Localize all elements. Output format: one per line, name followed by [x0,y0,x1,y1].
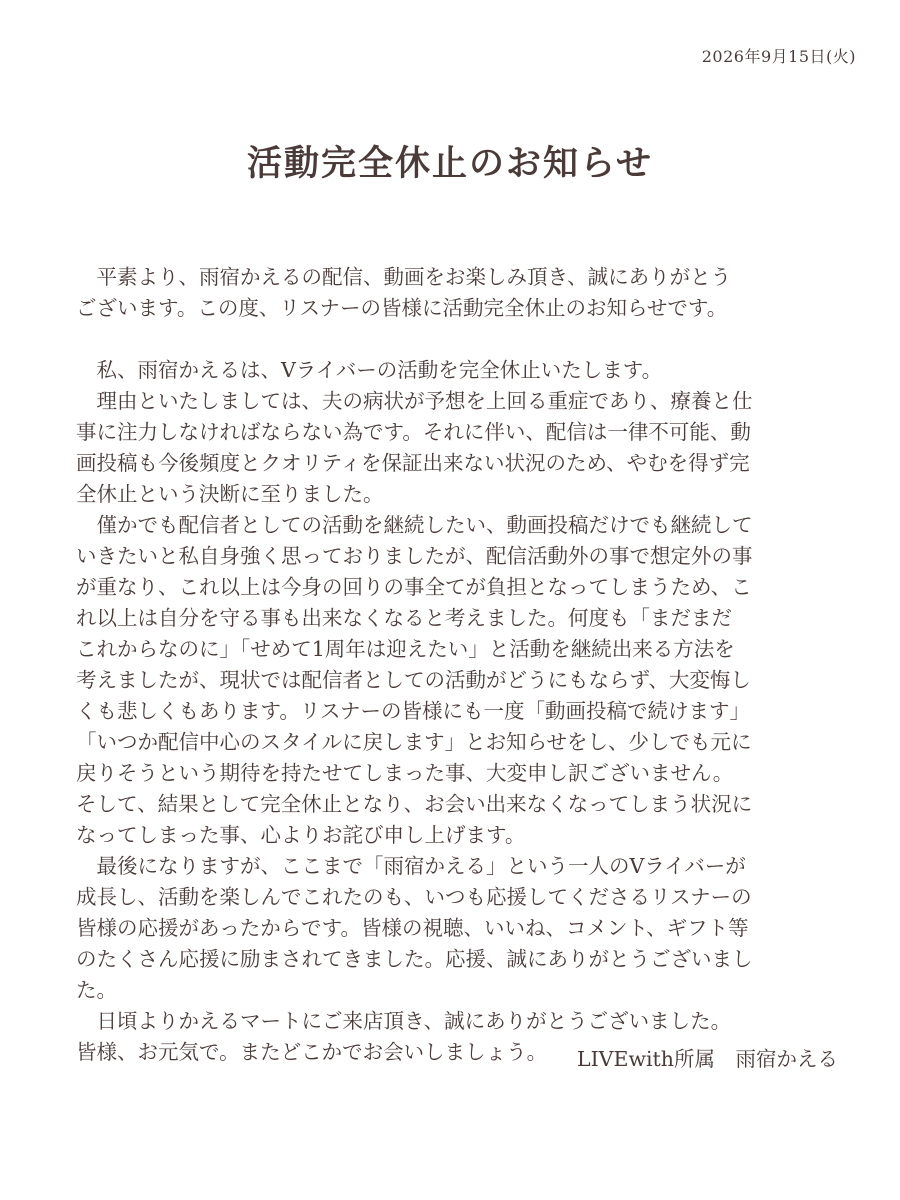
body-line: 理由といたしましては、夫の病状が予想を上回る重症であり、療養と仕 [76,389,753,413]
body-line: 画投稿も今後頻度とクオリティを保証出来ない状況のため、やむを得ず完 [76,451,750,475]
body-line: 皆様の応援があったからです。皆様の視聴、いいね、コメント、ギフト等 [76,916,749,940]
body-line: が重なり、これ以上は今身の回りの事全てが負担となってしまうため、こ [76,575,752,599]
body-line: 事に注力しなければならない為です。それに伴い、配信は一律不可能、動 [76,420,751,444]
body-line: 成長し、活動を楽しんでこれたのも、いつも応援してくださるリスナーの [76,885,752,909]
body-line: 皆様、お元気で。またどこかでお会いしましょう。 [76,1040,548,1064]
body-line: いきたいと私自身強く思っておりましたが、配信活動外の事で想定外の事 [76,544,753,568]
body-line: 僅かでも配信者としての活動を継続したい、動画投稿だけでも継続して [76,513,753,537]
body-line: なってしまった事、心よりお詫び申し上げます。 [76,823,526,847]
paragraph-intro [76,262,836,324]
body-line: 「いつか配信中心のスタイルに戻します」とお知らせをし、少しでも元に [76,730,752,754]
notice-title: 活動完全休止のお知らせ [247,143,653,184]
body-line: 考えましたが、現状では配信者としての活動がどうにもならず、大変悔し [76,668,751,692]
body-line: くも悲しくもあります。リスナーの皆様にも一度「動画投稿で続けます」 [76,699,751,723]
paragraph-main [76,355,836,1068]
signature: LIVEwith所属 雨宿かえる [576,1047,838,1071]
body-line: 全休止という決断に至りました。 [76,482,384,506]
body-line: のたくさん応援に励まされてきました。応援、誠にありがとうございまし [76,947,753,971]
notice-body [76,262,836,1068]
body-line: れ以上は自分を守る事も出来なくなると考えました。何度も「まだまだ [76,606,732,630]
body-line: 最後になりますが、ここまで「雨宿かえる」という一人のVライバーが [76,854,746,878]
body-line: た。 [76,978,117,1002]
body-line: 戻りそうという期待を持たせてしまった事、大変申し訳ございません。 [76,761,734,785]
body-line: 平素より、雨宿かえるの配信、動画をお楽しみ頂き、誠にありがとう [76,265,732,289]
body-line: これからなのに」「せめて1周年は迎えたい」と活動を継続出来る方法を [76,637,735,661]
body-line: 日頃よりかえるマートにご来店頂き、誠にありがとうございました。 [76,1009,732,1033]
notice-date: 2026年9月15日(火) [701,47,856,66]
body-line: 私、雨宿かえるは、Vライバーの活動を完全休止いたします。 [76,358,663,382]
body-line: そして、結果として完全休止となり、お会い出来なくなってしまう状況に [76,792,753,816]
body-line: ございます。この度、リスナーの皆様に活動完全休止のお知らせです。 [76,296,728,320]
